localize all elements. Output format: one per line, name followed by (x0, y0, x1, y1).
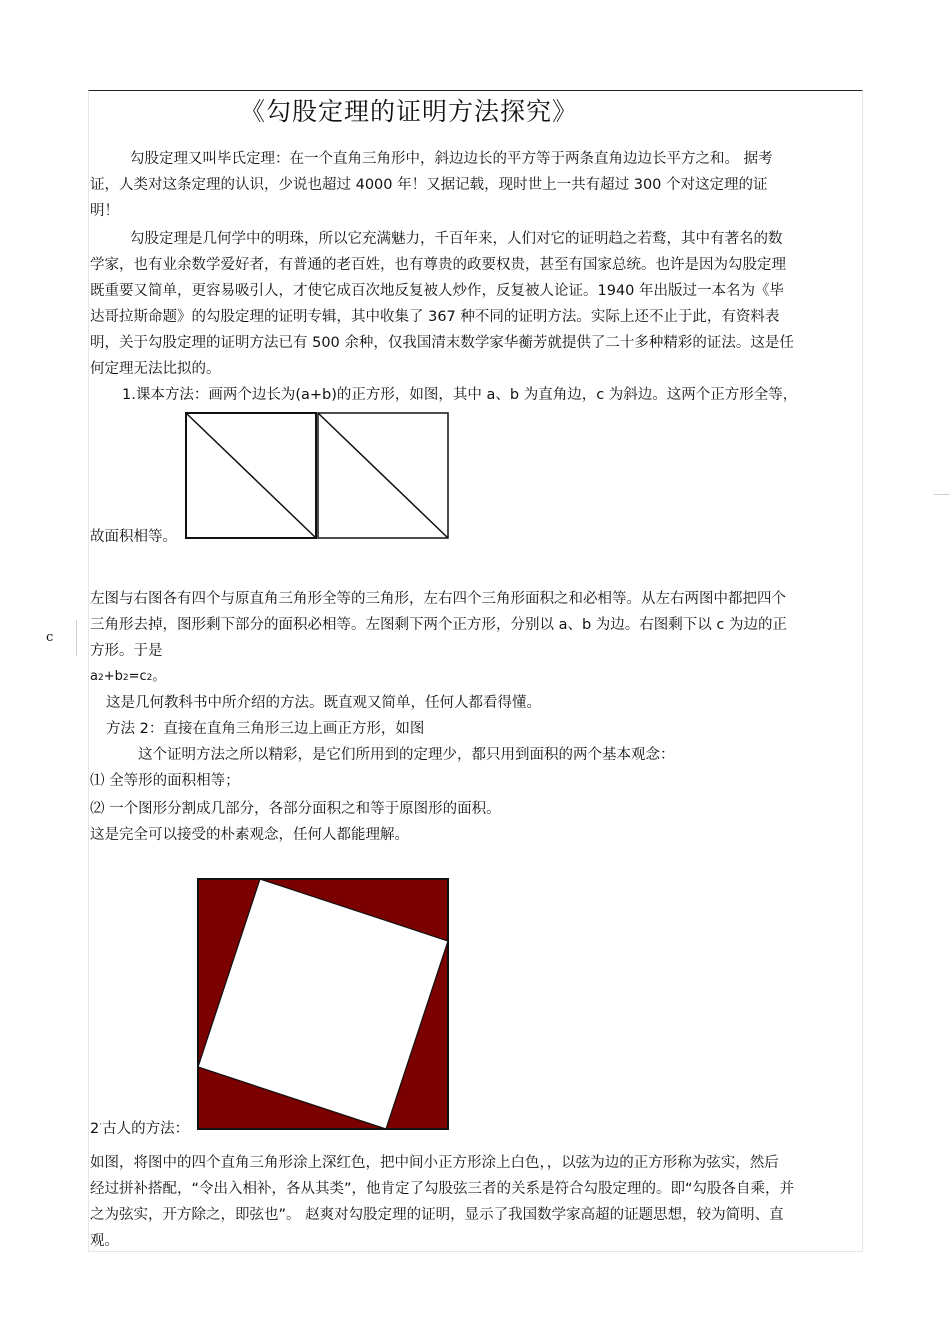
paragraph-line: 这是几何教科书中所介绍的方法。既直观又简单，任何人都看得懂。 (106, 695, 541, 711)
ancient-method-label (90, 1112, 860, 1142)
paragraph-line: 勾股定理是几何学中的明珠，所以它充满魅力，千百年来，人们对它的证明趋之若鹜，其中有著名的数 (130, 231, 783, 247)
paragraph-line: 左图与右图各有四个与原直角三角形全等的三角形，左右四个三角形面积之和必相等。从左右两图中都把四个 (90, 591, 786, 607)
paragraph-line: 观。 (90, 1233, 119, 1249)
formula (90, 664, 860, 691)
paragraph-line: 经过拼补搭配，“令出入相补，各从其类”，他肯定了勾股弦三者的关系是符合勾股定理的。即“勾股各自乘，并 (90, 1181, 795, 1197)
two-squares-figure (184, 410, 452, 542)
paragraph-line: 证，人类对这条定理的认识，少说也超过 4000 年！又据记载，现时世上一共有超过 300 个对这定理的证 (90, 177, 768, 193)
method1-tail: 故面积相等。 (90, 529, 177, 545)
paragraph-line: 这个证明方法之所以精彩，是它们所用到的定理少，都只用到面积的两个基本观念： (138, 747, 675, 763)
formula-exp: 2 (146, 673, 153, 683)
paragraph-line: 明！ (90, 203, 119, 219)
paragraph-line: 既重要又简单，更容易吸引人，才使它成百次地反复被人炒作，反复被人论证。1940 年出版过一本名为《毕 (90, 283, 785, 299)
formula-b: +b (103, 669, 123, 684)
list-item: ⑴ 全等形的面积相等； (90, 773, 240, 789)
formula-exp: 2 (122, 673, 129, 683)
label-dot: · (99, 1120, 103, 1130)
paragraph-line: 学家，也有业余数学爱好者，有普通的老百姓，也有尊贵的政要权贵，甚至有国家总统。也许是因为勾股定理 (90, 257, 786, 273)
list-item: ⑵ 一个图形分割成几部分，各部分面积之和等于原图形的面积。 (90, 801, 501, 817)
paragraph-line: 明，关于勾股定理的证明方法已有 500 余种，仅我国清末数学家华蘅芳就提供了二十多种精彩的证法。这是任 (90, 335, 794, 351)
method1-intro: 1.课本方法：画两个边长为(a+b)的正方形，如图，其中 a、b 为直角边，c 为斜边。这两个正方形全等， (122, 387, 798, 403)
page-title: 《勾股定理的证明方法探究》 (240, 97, 579, 126)
paragraph-line: 三角形去掉，图形剩下部分的面积必相等。左图剩下两个正方形，分别以 a、b 为边。右图剩下以 c 为边的正 (90, 617, 787, 633)
paragraph-line: 何定理无法比拟的。 (90, 361, 221, 377)
margin-mark (934, 494, 950, 495)
method2-heading: 方法 2：直接在直角三角形三边上画正方形，如图 (106, 721, 425, 737)
paragraph-line: 达哥拉斯命题》的勾股定理的证明专辑，其中收集了 367 种不同的证明方法。实际上还不止于此，有资料表 (90, 309, 780, 325)
formula-exp: 2 (97, 673, 104, 683)
margin-bar (76, 620, 77, 656)
margin-letter: c (46, 630, 54, 645)
left-square (186, 413, 316, 538)
label-text: 古人的方法： (102, 1120, 190, 1137)
formula-c: =c (128, 669, 147, 684)
paragraph-line: 方形。于是 (90, 643, 163, 659)
paragraph-line: 如图，将图中的四个直角三角形涂上深红色，把中间小正方形涂上白色，，以弦为边的正方形称为弦实，然后 (90, 1155, 779, 1171)
ancient-proof-figure (196, 877, 452, 1133)
label-number: 2 (90, 1120, 100, 1137)
paragraph-line: 之为弦实，开方除之，即弦也”。 赵爽对勾股定理的证明，显示了我国数学家高超的证题思想，较为简明、直 (90, 1207, 784, 1223)
formula-end: 。 (152, 669, 166, 684)
paragraph-line: 这是完全可以接受的朴素观念，任何人都能理解。 (90, 827, 409, 843)
right-square (318, 413, 448, 538)
paragraph-line: 勾股定理又叫毕氏定理：在一个直角三角形中，斜边边长的平方等于两条直角边边长平方之和。 据考 (130, 151, 773, 167)
formula-a: a (90, 669, 98, 684)
